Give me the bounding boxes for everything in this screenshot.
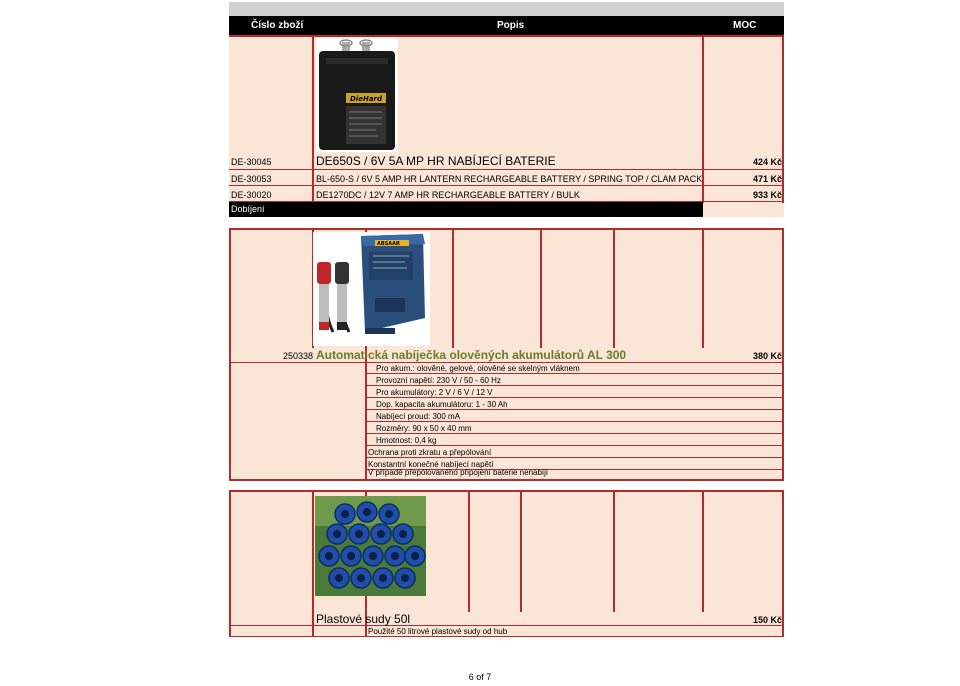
spec-row: Pro akumulátory: 2 V / 6 V / 12 V <box>366 387 782 398</box>
spec-row: Nabíjecí proud: 300 mA <box>366 411 782 422</box>
header-top-strip <box>229 2 784 16</box>
category-label: Dobíjení <box>231 204 265 214</box>
divider <box>468 490 470 612</box>
divider <box>782 228 784 481</box>
divider <box>702 490 704 612</box>
divider <box>229 228 231 481</box>
divider <box>613 228 615 348</box>
spec-row: Dop. kapacita akumulátoru: 1 - 30 Ah <box>366 399 782 410</box>
product-description: DE1270DC / 12V 7 AMP HR RECHARGEABLE BATTERY / BULK <box>316 190 580 200</box>
divider <box>540 228 542 348</box>
divider <box>229 490 231 637</box>
header-product-code: Číslo zboží <box>251 20 304 31</box>
table-header <box>229 2 784 35</box>
divider <box>520 490 522 612</box>
barrels-image <box>315 496 426 596</box>
battery-brand-label: DieHard <box>350 95 383 103</box>
divider <box>229 185 784 186</box>
divider <box>613 490 615 612</box>
product-title: Plastové sudy 50l <box>316 612 411 626</box>
product-description: BL-650-S / 6V 5 AMP HR LANTERN RECHARGEABLE BATTERY / SPRING TOP / CLAM PACK <box>316 174 703 184</box>
product-price: 424 Kč <box>752 157 782 167</box>
divider <box>312 35 314 203</box>
page-number: 6 of 7 <box>468 672 492 682</box>
spec-row: V případě přepólovaného připojení baterie nenabíjí <box>368 468 549 477</box>
divider <box>229 35 784 37</box>
product-title: Automatická nabíječka olověných akumulátorů AL 300 <box>316 348 627 362</box>
product-code: DE-30053 <box>231 174 272 184</box>
header-price: MOC <box>733 20 757 31</box>
divider <box>452 228 454 348</box>
divider <box>312 490 314 637</box>
divider <box>229 169 784 170</box>
divider <box>229 479 784 481</box>
divider <box>702 228 704 348</box>
product-price: 933 Kč <box>752 190 782 200</box>
product-price: 150 Kč <box>752 615 782 625</box>
category-bar <box>229 202 703 217</box>
product-description: DE650S / 6V 5A MP HR NABÍJECÍ BATERIE <box>316 154 556 168</box>
spec-row: Hmotnost: 0,4 kg <box>366 435 782 446</box>
charger-brand-label: ABSAAR <box>377 241 400 247</box>
divider <box>702 35 704 203</box>
spec-row: Provozní napětí: 230 V / 50 - 60 Hz <box>366 375 782 386</box>
product-note: Použité 50 litrové plastové sudy od hub <box>368 627 508 636</box>
spec-row: Konstantní konečné nabíjecí napětí <box>366 459 782 470</box>
spec-row: Pro akum.: olověné, gelové, olověné se skelným vláknem <box>366 363 782 374</box>
spec-row: Rozměry: 90 x 50 x 40 mm <box>366 423 782 434</box>
charger-image <box>313 232 430 346</box>
battery-image <box>316 38 398 152</box>
spec-row: Ochrana proti zkratu a přepólování <box>366 447 782 458</box>
product-price: 380 Kč <box>752 351 782 361</box>
product-code: 250338 <box>283 351 314 361</box>
product-price: 471 Kč <box>752 174 782 184</box>
divider <box>782 35 784 203</box>
product-code: DE-30045 <box>231 157 272 167</box>
divider <box>782 490 784 637</box>
product-code: DE-30020 <box>231 190 272 200</box>
header-description: Popis <box>497 20 525 31</box>
